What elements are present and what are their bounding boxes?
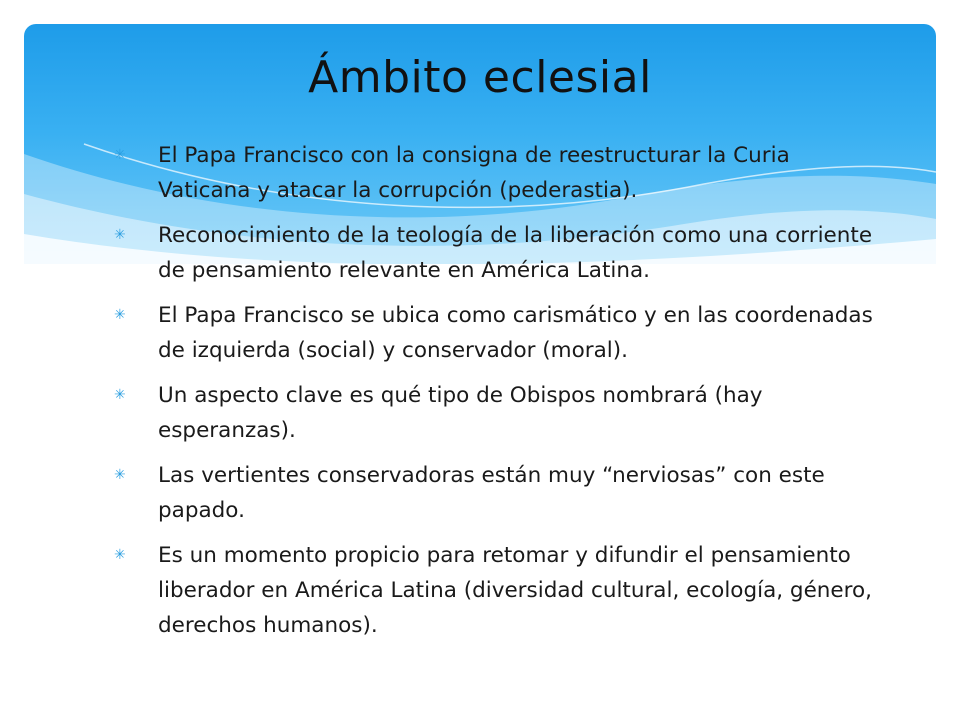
bullet-text: El Papa Francisco con la consigna de reestructurar la Curia Vaticana y atacar la corrupción (pederastia).: [158, 143, 790, 203]
bullet-text: Un aspecto clave es qué tipo de Obispos nombrará (hay esperanzas).: [158, 383, 763, 443]
asterisk-bullet-icon: ✳: [114, 307, 126, 323]
list-item: [114, 538, 874, 643]
bullet-list: [114, 138, 874, 653]
asterisk-bullet-icon: ✳: [114, 387, 126, 403]
asterisk-bullet-icon: ✳: [114, 227, 126, 243]
asterisk-bullet-icon: ✳: [114, 547, 126, 563]
list-item: [114, 378, 874, 448]
asterisk-bullet-icon: ✳: [114, 147, 126, 163]
bullet-text: Las vertientes conservadoras están muy “nerviosas” con este papado.: [158, 463, 825, 523]
list-item: [114, 298, 874, 368]
page-title: Ámbito eclesial: [308, 52, 652, 103]
bullet-text: El Papa Francisco se ubica como carismático y en las coordenadas de izquierda (social) y conservador (moral).: [158, 303, 873, 363]
list-item: [114, 218, 874, 288]
asterisk-bullet-icon: ✳: [114, 467, 126, 483]
list-item: [114, 138, 874, 208]
list-item: [114, 458, 874, 528]
bullet-text: Es un momento propicio para retomar y difundir el pensamiento liberador en América Latina (diversidad cultural, ecología, género, derechos humanos).: [158, 543, 873, 638]
bullet-text: Reconocimiento de la teología de la liberación como una corriente de pensamiento relevante en América Latina.: [158, 223, 873, 283]
